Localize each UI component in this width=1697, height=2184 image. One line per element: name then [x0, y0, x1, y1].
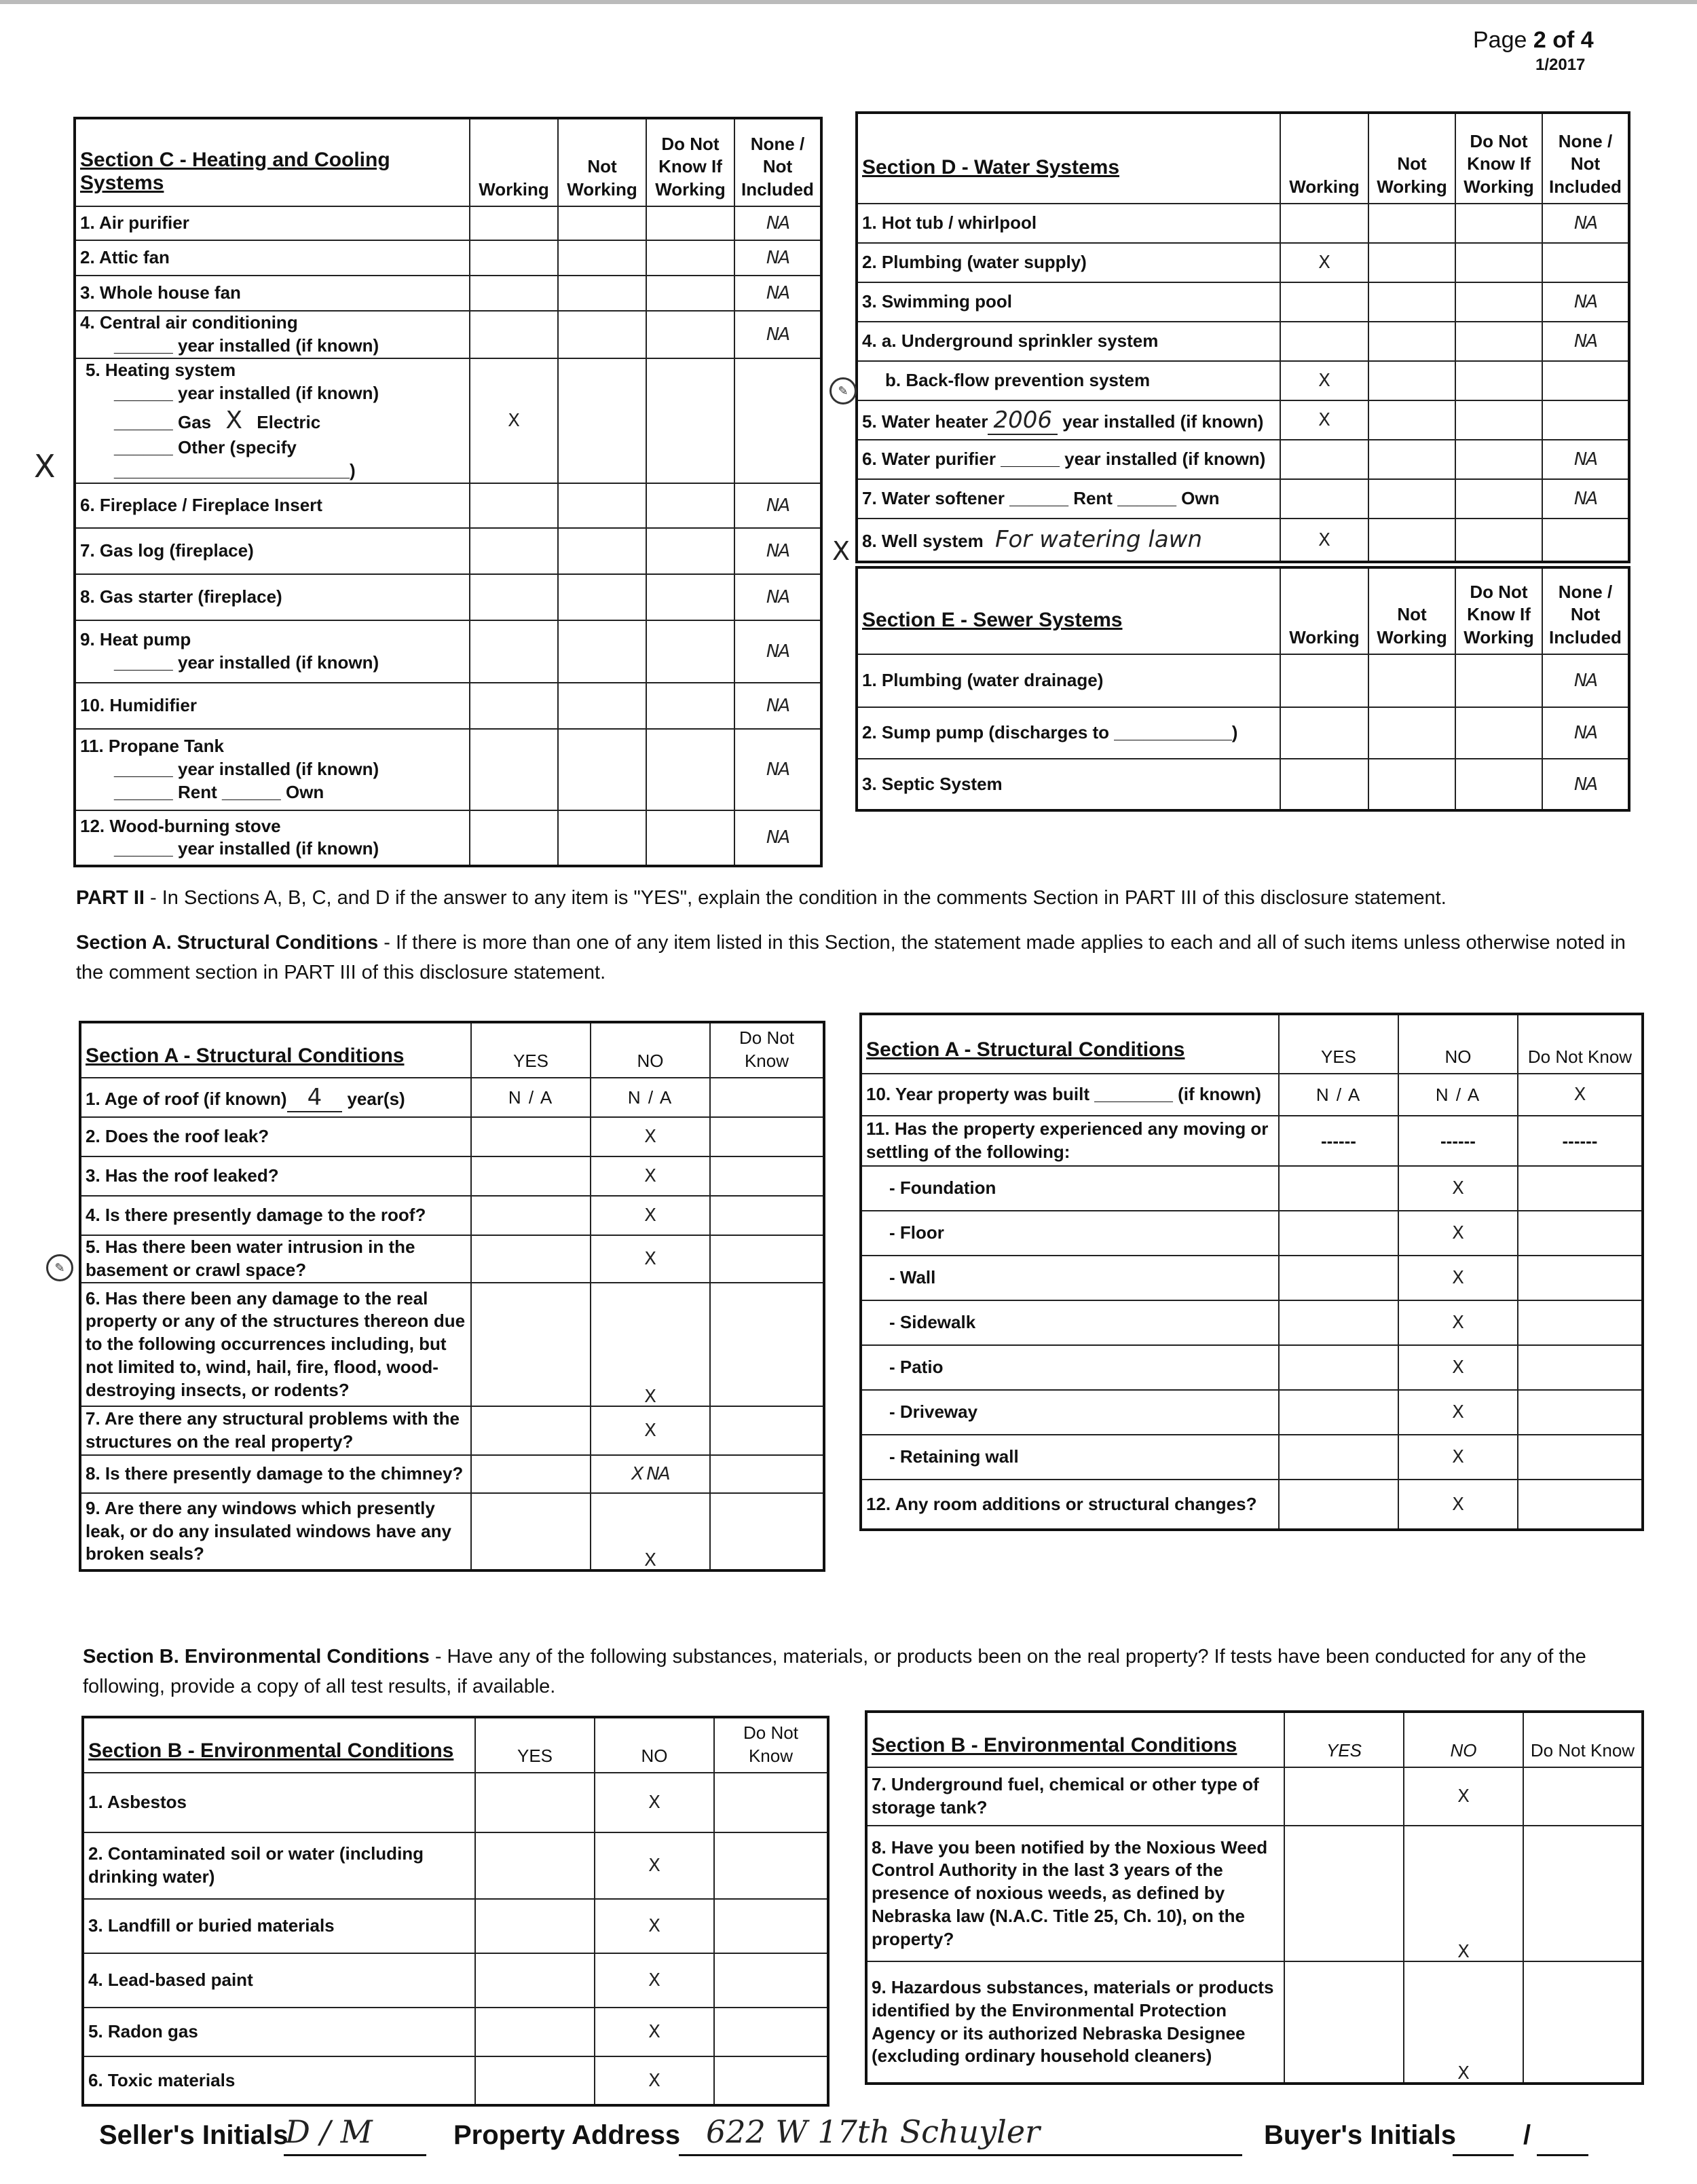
no-mark: X: [591, 1156, 710, 1196]
item-label: 2. Attic fan: [75, 240, 470, 276]
no-mark: X: [595, 1832, 714, 1899]
buyer-initials-separator: /: [1523, 2120, 1531, 2150]
no-mark: X: [591, 1235, 710, 1283]
na-mark: NA: [734, 206, 821, 240]
no-mark: X: [1404, 1961, 1523, 2084]
col-no: NO: [1398, 1014, 1518, 1074]
item-label: 3. Septic System: [857, 759, 1280, 810]
buyer-initials-line[interactable]: [1453, 2154, 1514, 2156]
item-label: 5. Has there been water intrusion in the basement or crawl space?: [80, 1235, 471, 1283]
item-label: 8. Gas starter (fireplace): [75, 574, 470, 620]
col-none-included: None / Not Included: [734, 118, 821, 206]
item-label: 1. Asbestos: [83, 1773, 475, 1832]
no-mark: X: [595, 1899, 714, 1953]
working-mark: X: [1280, 519, 1368, 562]
item-label: 4. Lead-based paint: [83, 1953, 475, 2008]
section-b-left-table: [81, 1716, 829, 2107]
section-a-right-table: [859, 1013, 1644, 1531]
item-label: 4. Central air conditioning ______ year installed (if known): [75, 311, 470, 358]
col-yes: YES: [1279, 1014, 1398, 1074]
col-dnk: Do Not Know: [1523, 1712, 1643, 1767]
col-working: Working: [1280, 567, 1368, 654]
no-mark: X: [595, 2008, 714, 2056]
item-label: 3. Has the roof leaked?: [80, 1156, 471, 1196]
no-mark: X: [1398, 1300, 1518, 1345]
property-address-label: Property Address: [453, 2120, 681, 2150]
item-label: 6. Toxic materials: [83, 2056, 475, 2105]
item-label: 3. Whole house fan: [75, 276, 470, 311]
col-yes: YES: [471, 1022, 591, 1078]
item-label: 10. Humidifier: [75, 683, 470, 729]
section-b-title: Section B - Environmental Conditions: [83, 1717, 475, 1773]
item-label: 9. Hazardous substances, materials or products identified by the Environmental Protection Agency or its authorized Nebraska Designee (excluding ordinary household cleaners): [866, 1961, 1284, 2084]
na-mark: NA: [1542, 707, 1629, 759]
section-b-title: Section B - Environmental Conditions: [866, 1712, 1284, 1767]
no-mark: X: [595, 1953, 714, 2008]
item-label: 4. Is there presently damage to the roof?: [80, 1196, 471, 1235]
no-mark: X: [1398, 1256, 1518, 1300]
item-label: - Sidewalk: [861, 1300, 1279, 1345]
item-label: 11. Has the property experienced any moving or settling of the following:: [861, 1116, 1279, 1166]
part-two-text: PART II - In Sections A, B, C, and D if the answer to any item is "YES", explain the condition in the comments Section in PART III of this disclosure statement.: [76, 887, 1447, 909]
margin-x-mark: X: [832, 536, 851, 566]
item-label: 1. Air purifier: [75, 206, 470, 240]
no-dash: ------: [1398, 1116, 1518, 1166]
na-mark: NA: [734, 311, 821, 358]
item-label: 2. Plumbing (water supply): [857, 243, 1280, 282]
no-mark: X: [1398, 1435, 1518, 1480]
item-label: 5. Water heater 2006 year installed (if known): [857, 400, 1280, 440]
col-dnk-working: Do Not Know If Working: [1455, 113, 1542, 204]
item-label: - Floor: [861, 1211, 1279, 1256]
col-dnk: Do Not Know: [1518, 1014, 1643, 1074]
no-mark: X: [1404, 1767, 1523, 1826]
buyer-initials-label: Buyer's Initials: [1264, 2120, 1456, 2150]
item-label: 5. Heating system ______ year installed (if known) ______ Gas X Electric ______ Other (specify ________________________): [75, 358, 470, 483]
na-mark: NA: [734, 729, 821, 810]
na-mark: NA: [734, 276, 821, 311]
item-label: 1. Age of roof (if known) 4 year(s): [80, 1078, 471, 1117]
item-label: - Patio: [861, 1345, 1279, 1390]
item-label: - Driveway: [861, 1390, 1279, 1435]
no-mark: X: [1398, 1345, 1518, 1390]
na-mark: NA: [1542, 440, 1629, 479]
property-address-line: [679, 2154, 1242, 2156]
yes-dash: ------: [1279, 1116, 1398, 1166]
form-date: 1/2017: [1535, 56, 1586, 74]
na-mark: NA: [734, 528, 821, 574]
na-mark: NA: [1542, 204, 1629, 243]
col-no: NO: [1404, 1712, 1523, 1767]
item-label: 6. Fireplace / Fireplace Insert: [75, 483, 470, 528]
no-mark: X: [1404, 1826, 1523, 1961]
working-mark: X: [1280, 400, 1368, 440]
signature-footer: [0, 2111, 1697, 2165]
property-address-value[interactable]: 622 W 17th Schuyler: [706, 2113, 1041, 2150]
yes-mark: N / A: [471, 1078, 591, 1117]
item-label: 12. Any room additions or structural changes?: [861, 1480, 1279, 1530]
no-mark: X: [595, 2056, 714, 2105]
item-label: 6. Water purifier ______ year installed (if known): [857, 440, 1280, 479]
section-c-table: [73, 117, 823, 867]
item-label: 12. Wood-burning stove ______ year installed (if known): [75, 810, 470, 866]
item-label: 8. Have you been notified by the Noxious Weed Control Authority in the last 3 years of the presence of noxious weeds, as defined by Nebraska law (N.A.C. Title 25, Ch. 10), on the property?: [866, 1826, 1284, 1961]
col-dnk: Do Not Know: [714, 1717, 828, 1773]
col-none-included: None / Not Included: [1542, 567, 1629, 654]
item-label: 1. Plumbing (water drainage): [857, 654, 1280, 707]
col-no: NO: [595, 1717, 714, 1773]
section-e-title: Section E - Sewer Systems: [857, 567, 1280, 654]
na-mark: NA: [734, 574, 821, 620]
section-c-title: Section C - Heating and Cooling Systems: [75, 118, 470, 206]
col-dnk-working: Do Not Know If Working: [646, 118, 734, 206]
na-mark: NA: [1542, 322, 1629, 361]
item-label: 8. Is there presently damage to the chimney?: [80, 1455, 471, 1493]
no-mark: X: [1398, 1390, 1518, 1435]
no-mark: X NA: [591, 1455, 710, 1493]
col-working: Working: [470, 118, 558, 206]
item-label: 7. Underground fuel, chemical or other type of storage tank?: [866, 1767, 1284, 1826]
col-none-included: None / Not Included: [1542, 113, 1629, 204]
item-label: 6. Has there been any damage to the real property or any of the structures thereon due to the following occurrences including, but not limited to, wind, hail, fire, flood, wood-destroying insects, or rodents?: [80, 1283, 471, 1406]
section-a-title: Section A - Structural Conditions: [80, 1022, 471, 1078]
col-dnk-working: Do Not Know If Working: [1455, 567, 1542, 654]
item-label: 5. Radon gas: [83, 2008, 475, 2056]
item-label: 8. Well system For watering lawn: [857, 519, 1280, 562]
na-mark: NA: [734, 483, 821, 528]
margin-stamp-icon: ✎: [46, 1254, 73, 1281]
item-label: - Wall: [861, 1256, 1279, 1300]
section-d-title: Section D - Water Systems: [857, 113, 1280, 204]
item-label: 2. Sump pump (discharges to ____________): [857, 707, 1280, 759]
top-border: [0, 0, 1697, 4]
no-mark: X: [591, 1493, 710, 1570]
item-label: 2. Contaminated soil or water (including drinking water): [83, 1832, 475, 1899]
item-label: 3. Landfill or buried materials: [83, 1899, 475, 1953]
col-dnk: Do Not Know: [710, 1022, 824, 1078]
seller-initials-label: Seller's Initials: [99, 2120, 288, 2150]
col-not-working: Not Working: [558, 118, 646, 206]
seller-initials-line: [284, 2154, 426, 2156]
working-mark: X: [1280, 361, 1368, 400]
seller-initials-value[interactable]: D / M: [285, 2113, 373, 2150]
no-mark: X: [1398, 1480, 1518, 1530]
margin-stamp-icon: ✎: [829, 377, 857, 404]
section-a-intro: Section A. Structural Conditions - If there is more than one of any item listed in this Section, the statement made applies to each and all of such items unless otherwise noted in the comment section in PART III of this disclosure statement.: [76, 932, 1626, 983]
na-mark: NA: [734, 810, 821, 866]
na-mark: NA: [1542, 282, 1629, 322]
na-mark: NA: [734, 240, 821, 276]
section-d-table: [855, 111, 1630, 563]
item-label: 9. Heat pump ______ year installed (if known): [75, 620, 470, 683]
dnk-dash: ------: [1518, 1116, 1643, 1166]
page-number: Page 2 of 4: [1473, 27, 1594, 53]
item-label: 11. Propane Tank ______ year installed (if known) ______ Rent ______ Own: [75, 729, 470, 810]
col-not-working: Not Working: [1368, 567, 1455, 654]
col-yes: YES: [475, 1717, 595, 1773]
na-mark: NA: [1542, 654, 1629, 707]
item-label: - Retaining wall: [861, 1435, 1279, 1480]
na-mark: NA: [734, 683, 821, 729]
item-label: - Foundation: [861, 1166, 1279, 1211]
no-mark: X: [591, 1196, 710, 1235]
col-no: NO: [591, 1022, 710, 1078]
col-not-working: Not Working: [1368, 113, 1455, 204]
working-mark: X: [1280, 243, 1368, 282]
no-mark: N / A: [591, 1078, 710, 1117]
item-label: 4. a. Underground sprinkler system: [857, 322, 1280, 361]
no-mark: X: [595, 1773, 714, 1832]
item-label: 3. Swimming pool: [857, 282, 1280, 322]
section-b-intro: Section B. Environmental Conditions - Have any of the following substances, materials, or products been on the real property? If tests have been conducted for any of the following, provide a copy of all test results, if available.: [83, 1646, 1586, 1697]
no-mark: X: [591, 1406, 710, 1455]
col-yes: YES: [1284, 1712, 1404, 1767]
na-mark: NA: [734, 620, 821, 683]
section-e-table: [855, 566, 1630, 812]
working-mark: X: [470, 358, 558, 483]
no-mark: N / A: [1398, 1074, 1518, 1116]
item-label: b. Back-flow prevention system: [857, 361, 1280, 400]
no-mark: X: [591, 1283, 710, 1406]
no-mark: X: [1398, 1166, 1518, 1211]
margin-x-mark: X: [34, 448, 56, 485]
dnk-mark: X: [1518, 1074, 1643, 1116]
section-b-right-table: [865, 1710, 1644, 2085]
buyer-initials-line[interactable]: [1537, 2154, 1588, 2156]
item-label: 7. Gas log (fireplace): [75, 528, 470, 574]
yes-mark: N / A: [1279, 1074, 1398, 1116]
no-mark: X: [591, 1117, 710, 1156]
section-a-left-table: [79, 1021, 825, 1572]
item-label: 10. Year property was built ________ (if known): [861, 1074, 1279, 1116]
item-label: 9. Are there any windows which presently leak, or do any insulated windows have any broken seals?: [80, 1493, 471, 1570]
no-mark: X: [1398, 1211, 1518, 1256]
section-a-title: Section A - Structural Conditions: [861, 1014, 1279, 1074]
item-label: 1. Hot tub / whirlpool: [857, 204, 1280, 243]
item-label: 7. Are there any structural problems with the structures on the real property?: [80, 1406, 471, 1455]
item-label: 7. Water softener ______ Rent ______ Own: [857, 479, 1280, 519]
col-working: Working: [1280, 113, 1368, 204]
na-mark: NA: [1542, 759, 1629, 810]
na-mark: NA: [1542, 479, 1629, 519]
item-label: 2. Does the roof leak?: [80, 1117, 471, 1156]
